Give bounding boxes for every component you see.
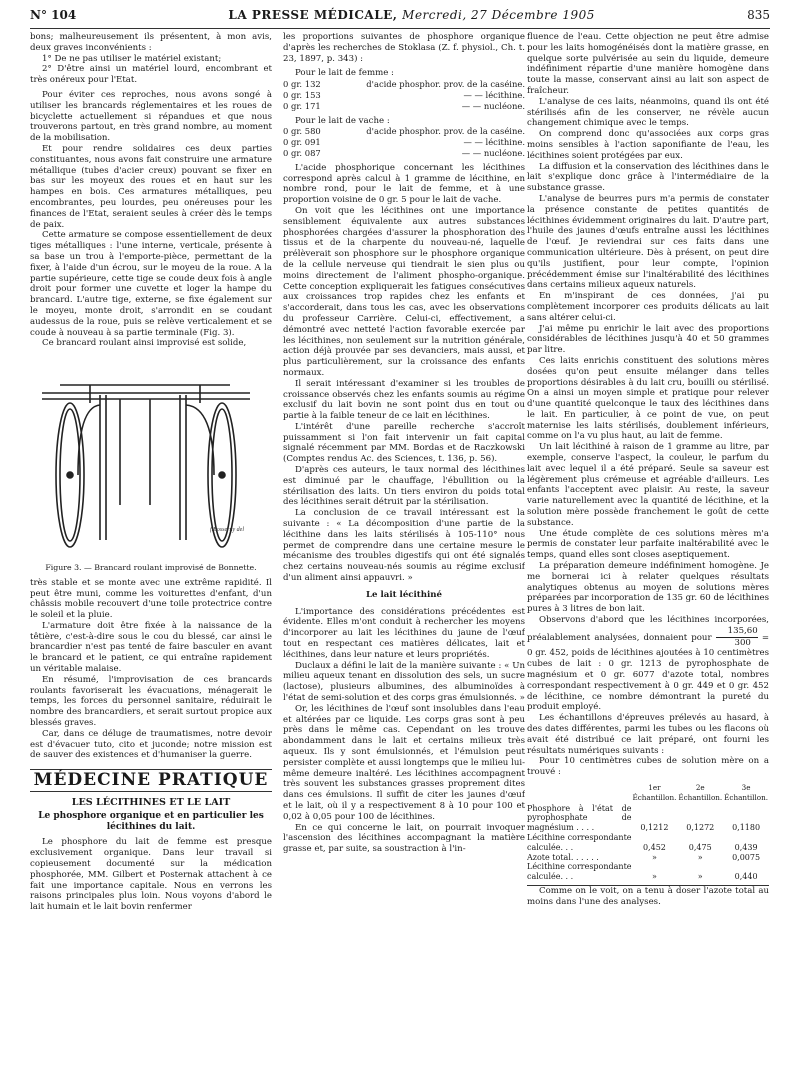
paragraph: D'après ces auteurs, le taux normal des lécithines est diminué par le chauffage, l'ébullition ou la stérilisation des laits. Un tiers environ du poids total des lécithines serait détruit par la stérilisation. bbox=[283, 465, 525, 508]
article-title: LES LÉCITHINES ET LE LAIT bbox=[71, 797, 231, 809]
column-header: 3e Échantillon. bbox=[724, 782, 769, 802]
row-value: 0 gr. 087 bbox=[283, 147, 321, 158]
row-desc: — — lécithine. bbox=[463, 137, 525, 148]
column-right bbox=[527, 32, 769, 1072]
row-value: 0 gr. 580 bbox=[283, 126, 321, 137]
paragraph-text: = 0 gr. 452, poids de lécithines ajoutées à 10 centimètres cubes de lait : 0 gr. 1213 de pyrophosphate de magnésium et 0 gr. 6077 d'azote total, nombres correspondant respectivement à 0 gr. 449 et 0 gr. 452 de lécithine, ce nombre démontrant la pureté du produit employé. bbox=[527, 632, 769, 713]
page-header bbox=[30, 8, 770, 29]
row-value: 0 gr. 091 bbox=[283, 137, 321, 148]
table-row bbox=[527, 804, 769, 833]
figure-signature: f.Bosserny del bbox=[210, 527, 244, 534]
paragraph: La diffusion et la conservation des lécithines dans le lait s'explique donc grâce à l'intermédiaire de la substance grasse. bbox=[527, 161, 769, 194]
table-cell: 0,1180 bbox=[732, 823, 761, 833]
paragraph: Les échantillons d'épreuves prélevés au hasard, à des dates différentes, parmi les tubes ou les flacons où avait été distribué ce lait préparé, ont fourni les résultats numériques suivants : bbox=[527, 713, 769, 756]
results-table bbox=[527, 782, 769, 882]
table-cell: 0,1272 bbox=[686, 823, 715, 833]
subheading: Le lait lécithiné bbox=[366, 589, 442, 600]
paragraph-text: Observons d'abord que les lécithines incorporées, préalablement analysées, donnaient pour bbox=[527, 615, 769, 643]
stretcher-figure bbox=[30, 355, 260, 557]
list-item: 1° De ne pas utiliser le matériel existant; bbox=[42, 53, 222, 64]
paragraph: bons; malheureusement ils présentent, à mon avis, deux graves inconvénients : bbox=[30, 32, 272, 53]
section-title: MÉDECINE PRATIQUE bbox=[30, 769, 272, 792]
list-item: 2° D'être ainsi un matériel lourd, encombrant et très onéreux pour l'Etat. bbox=[30, 64, 272, 86]
fraction bbox=[716, 626, 758, 649]
row-desc: — — nucléone. bbox=[461, 147, 525, 158]
milk-label: Pour le lait de femme : bbox=[295, 68, 394, 79]
data-row bbox=[283, 101, 525, 112]
paragraph: les proportions suivantes de phosphore organique d'après les recherches de Stoklasa (Z. f. physiol., Ch. t. 23, 1897, p. 343) : bbox=[283, 32, 525, 64]
paragraph: L'acide phosphorique concernant les lécithines correspond après calcul à 1 gramme de lécithine, en nombre rond, pour le lait de femme, et à une proportion voisine de 0 gr. 5 pour le lait de vache. bbox=[283, 162, 525, 206]
issue-date: Mercredi, 27 Décembre 1905 bbox=[402, 8, 595, 22]
paragraph: Or, les lécithines de l'œuf sont insolubles dans l'eau et altérées par ce liquide. Les corps gras sont à peu près dans le même cas. Cependant on les trouve abondamment dans le lait et certains milieux très aqueux. Ils y sont émulsionnés, et l'émulsion peut persister complète et aussi longtemps que le milieu lui-même demeure inaltéré. Les lécithines accompagnent très souvent les substances grasses proprement dites dans ces émulsions. Il suffit de citer les jaunes d'œuf et le lait, où il y a respectivement 8 à 10 pour 100 et 0,02 à 0,05 pour 100 de lécithines. bbox=[283, 703, 525, 822]
table-row bbox=[527, 853, 769, 863]
paragraph: Pour 10 centimètres cubes de solution mère on a trouvé : bbox=[527, 756, 769, 778]
paragraph: L'intérêt d'une pareille recherche s'accroît puissamment si l'on fait intervenir un fait capital signalé récemment par MM. Bordas et de Raczkowski (Comptes rendus Ac. des Sciences, t. 136, p. 56). bbox=[283, 421, 525, 465]
column-left bbox=[30, 32, 272, 1072]
paragraph: J'ai même pu enrichir le lait avec des proportions considérables de lécithines jusqu'à 40 et 50 grammes par litre. bbox=[527, 323, 769, 356]
paragraph: En résumé, l'improvisation de ces brancards roulants favoriserait les évacuations, ménagerait le temps, les forces du personnel sanitaire, réduirait le nombre des brancardiers, et serait surtout propice aux blessés graves. bbox=[30, 674, 272, 729]
column-header: 2e Échantillon. bbox=[678, 782, 723, 802]
row-label: Azote total. . . . . . bbox=[527, 852, 599, 862]
page-number: 835 bbox=[747, 8, 770, 22]
paragraph: Pour éviter ces reproches, nous avons songé à utiliser les brancards réglementaires et les roues de bicyclette actuellement si répandues et que nous trouverons partout, en très grand nombre, au moment de la mobilisation. bbox=[30, 89, 272, 144]
paragraph: Cette armature se compose essentiellement de deux tiges métalliques : l'une interne, verticale, présente à sa base un trou à l'emporte-pièce, permettant de la fixer, à l'aide d'un écrou, sur le moyeu de la roue. A la partie supérieure, cette tige se coude deux fois à angle droit pour former une cuvette et loger la hampe du brancard. L'autre tige, externe, se fixe également sur le moyeu, monte droit, s'arrondit en se coudant audessus de la roue, puis se relève verticalement et se coude à nouveau à sa partie terminale (Fig. 3). bbox=[30, 230, 272, 338]
figure-caption: Figure 3. — Brancard roulant improvisé de Bonnette. bbox=[45, 562, 257, 572]
row-desc: — — lécithine. bbox=[463, 89, 525, 100]
paragraph: L'analyse de beurres purs m'a permis de constater la présence constante de petites quantités de lécithines évidemment originaires du lait. D'autre part, l'huile des jaunes d'œufs entraîne aussi les lécithines de l'œuf. Je reviendrai sur ces faits dans une communication ultérieure. Dès à présent, on peut dire qu'ils justifient, pour leur compte, l'opinion précédemment émise sur l'inaltérabilité des lécithines dans certains milieux aqueux naturels. bbox=[527, 193, 769, 291]
paragraph: La préparation demeure indéfiniment homogène. Je me bornerai ici à relater quelques résultats analytiques obtenus au moyen de solutions mères préparées par incorporation de 135 gr. 60 de lécithines pures à 3 litres de bon lait. bbox=[527, 561, 769, 615]
paragraph: La conclusion de ce travail intéressant est la suivante : « La décomposition d'une partie de la lécithine dans les laits stérilisés à 105-110° nous permet de comprendre dans une certaine mesure le mécanisme des troubles digestifs qui ont été signalés chez certains nouveau-nés soumis au régime exclusif d'un aliment ainsi appauvri. » bbox=[283, 508, 525, 584]
paragraph: On comprend donc qu'associées aux corps gras moins sensibles à l'action saponifiante de l'eau, les lécithines soient protégées par eux. bbox=[527, 129, 769, 161]
paragraph: On voit que les lécithines ont une importance sensiblement équivalente aux autres substances phosphorées chargées d'assurer la phosphoration des tissus et de la charpente du nouveau-né, laquelle prélèverait son phosphore sur le phosphore organique de la cellule nerveuse qui tiendrait le sien plus ou moins directement de l'aliment phospho-organique. Cette conception expliquerait les fatigues consécutives aux croissances trop rapides chez les enfants et s'accorderait, dans tous les cas, avec les observations du professeur Carrière. Celui-ci, effectivement, a démontré avec netteté l'action favorable exercée par les lécithines, non seulement sur la nutrition générale, action déjà prouvée par ses devanciers, mais aussi, et plus particulièrement, sur la croissance des enfants normaux. bbox=[283, 205, 525, 378]
column-middle bbox=[283, 32, 525, 1072]
paragraph: En ce qui concerne le lait, on pourrait invoquer l'ascension des lécithines accompagnant la matière grasse et, par suite, sa soustraction à l'in- bbox=[283, 822, 525, 855]
paragraph: Une étude complète de ces solutions mères m'a permis de constater leur parfaite inaltérabilité avec le temps, quand elles sont closes aseptiquement. bbox=[527, 528, 769, 561]
column-header: 1er Échantillon. bbox=[632, 782, 677, 802]
row-desc: d'acide phosphor. prov. de la caséine. bbox=[366, 126, 525, 137]
fraction-numerator: 135,60 bbox=[716, 626, 758, 638]
table-cell: » bbox=[697, 852, 703, 862]
paragraph: Car, dans ce déluge de traumatismes, notre devoir est d'évacuer tuto, cito et juconde; notre mission est de sauver des existences et d'humaniser la guerre. bbox=[30, 728, 272, 761]
table-cell: » bbox=[651, 852, 657, 862]
milk-label: Pour le lait de vache : bbox=[295, 115, 390, 126]
journal-title bbox=[228, 8, 594, 22]
table-cell: 0,440 bbox=[734, 872, 758, 882]
row-desc: — — nucléone. bbox=[461, 100, 525, 111]
table-row bbox=[527, 862, 769, 882]
table-cell: » bbox=[651, 872, 657, 882]
table-cell: » bbox=[697, 872, 703, 882]
paragraph: Le phosphore du lait de femme est presque exclusivement organique. Dans leur travail si copieusement documenté sur la médication phosphorée, MM. Gilbert et Posternak attachent à ce fait une importance capitale. Nous en verrons les raisons principales plus loin. Nous voyons d'abord le lait humain et le lait bovin renfermer bbox=[30, 837, 272, 913]
article-subtitle: Le phosphore organique et en particulier les lécithines du lait. bbox=[38, 810, 264, 832]
paragraph: Un lait lécithiné à raison de 1 gramme au litre, par exemple, conserve l'aspect, la couleur, le parfum du lait avec lequel il a été préparé. Seule sa saveur est légèrement plus crémeuse et agréable d'ailleurs. Les enfants l'acceptent avec plaisir. Au reste, la saveur varie naturellement avec la quantité de lécithine, et la solution mère possède franchement le goût de cette substance. bbox=[527, 442, 769, 528]
paragraph: En m'inspirant de ces données, j'ai pu complètement incorporer ces produits délicats au lait sans altérer celui-ci. bbox=[527, 291, 769, 323]
paragraph bbox=[527, 615, 769, 713]
table-row bbox=[527, 833, 769, 853]
paragraph: très stable et se monte avec une extrême rapidité. Il peut être muni, comme les voiturettes d'enfant, d'un châssis mobile recouvert d'une toile protectrice contre le soleil et la pluie. bbox=[30, 577, 272, 621]
journal-name: LA PRESSE MÉDICALE, bbox=[228, 8, 398, 22]
data-row bbox=[283, 148, 525, 159]
paragraph: L'analyse de ces laits, néanmoins, quand ils ont été stérilisés afin de les conserver, ne révèle aucun changement chimique avec le temps. bbox=[527, 96, 769, 129]
table-cell: 0,0075 bbox=[732, 852, 761, 862]
row-value: 0 gr. 171 bbox=[283, 100, 321, 111]
data-row bbox=[283, 126, 525, 137]
table-cell: 0,439 bbox=[734, 842, 758, 852]
paragraph: fluence de l'eau. Cette objection ne peut être admise pour les laits homogénéisés dont la matière grasse, en quelque sorte pulvérisée au sein du liquide, demeure indéfiniment répartie d'une manière homogène dans toute la masse, conservant ainsi au lait son aspect de fraîcheur. bbox=[527, 32, 769, 96]
fraction-denominator: 300 bbox=[734, 637, 751, 648]
table-cell: 0,1212 bbox=[640, 823, 669, 833]
row-label: Lécithine correspondante calculée. . . bbox=[527, 862, 632, 882]
paragraph: Et pour rendre solidaires ces deux parties constituantes, nous avons fait construire une armature métallique (tubes d'acier creux) pouvant se fixer en bas sur les moyeux des roues et en haut sur les hampes en bois. Ces armatures métalliques, peu encombrantes, peu lourdes, peu onéreuses pour les finances de l'Etat, seraient seules à créer dès le temps de paix. bbox=[30, 143, 272, 230]
paragraph: Duclaux a défini le lait de la manière suivante : « Un milieu aqueux tenant en dissolution des sels, un sucre (lactose), plusieurs albumines, des albuminoïdes à l'état de semi-solution et des corps gras émulsionnés. » bbox=[283, 660, 525, 704]
paragraph: Comme on le voit, on a tenu à doser l'azote total au moins dans l'une des analyses. bbox=[527, 885, 769, 907]
table-cell: 0,452 bbox=[642, 842, 666, 852]
row-label: Phosphore à l'état de pyrophosphate de magnésium . . . . bbox=[527, 803, 632, 833]
paragraph: Ce brancard roulant ainsi improvisé est solide, bbox=[42, 338, 247, 349]
paragraph: Il serait intéressant d'examiner si les troubles de croissance observés chez les enfants soumis au régime exclusif du lait bovin ne sont point dus en tout ou partie à la faible teneur de ce lait en lécithines. bbox=[283, 378, 525, 422]
issue-number: N° 104 bbox=[30, 8, 77, 22]
table-cell: 0,475 bbox=[688, 842, 712, 852]
table-header-row bbox=[527, 782, 769, 804]
row-label: Lécithine correspondante calculée. . . bbox=[527, 832, 632, 852]
paragraph: L'armature doit être fixée à la naissance de la têtière, c'est-à-dire sous le cou du blessé, car ainsi le brancardier n'est pas tenté de faire basculer en avant le brancard et le patient, ce qui entraîne rapidement un véritable malaise. bbox=[30, 620, 272, 675]
row-value: 0 gr. 153 bbox=[283, 89, 321, 100]
paragraph: Ces laits enrichis constituent des solutions mères dosées qu'on peut ensuite mélanger dans telles proportions désirables à du lait cru, bouilli ou stérilisé. On a ainsi un moyen simple et pratique pour relever d'une quantité quelconque le taux des lécithines dans le lait. En particulier, à ce point de vue, on peut maternise les laits stérilisés, doublement inférieurs, comme on l'a vu plus haut, au lait de femme. bbox=[527, 355, 769, 442]
paragraph: L'importance des considérations précédentes est évidente. Elles m'ont conduit à rechercher les moyens d'incorporer au lait les lécithines du jaune de l'œuf tout en respectant ces matières délicates, lait et lécithines, dans leur nature et leurs propriétés. bbox=[283, 606, 525, 660]
row-desc: d'acide phosphor. prov. de la caséine. bbox=[366, 79, 525, 90]
data-row bbox=[283, 90, 525, 101]
data-row bbox=[283, 79, 525, 90]
data-row bbox=[283, 137, 525, 148]
row-value: 0 gr. 132 bbox=[283, 79, 321, 90]
